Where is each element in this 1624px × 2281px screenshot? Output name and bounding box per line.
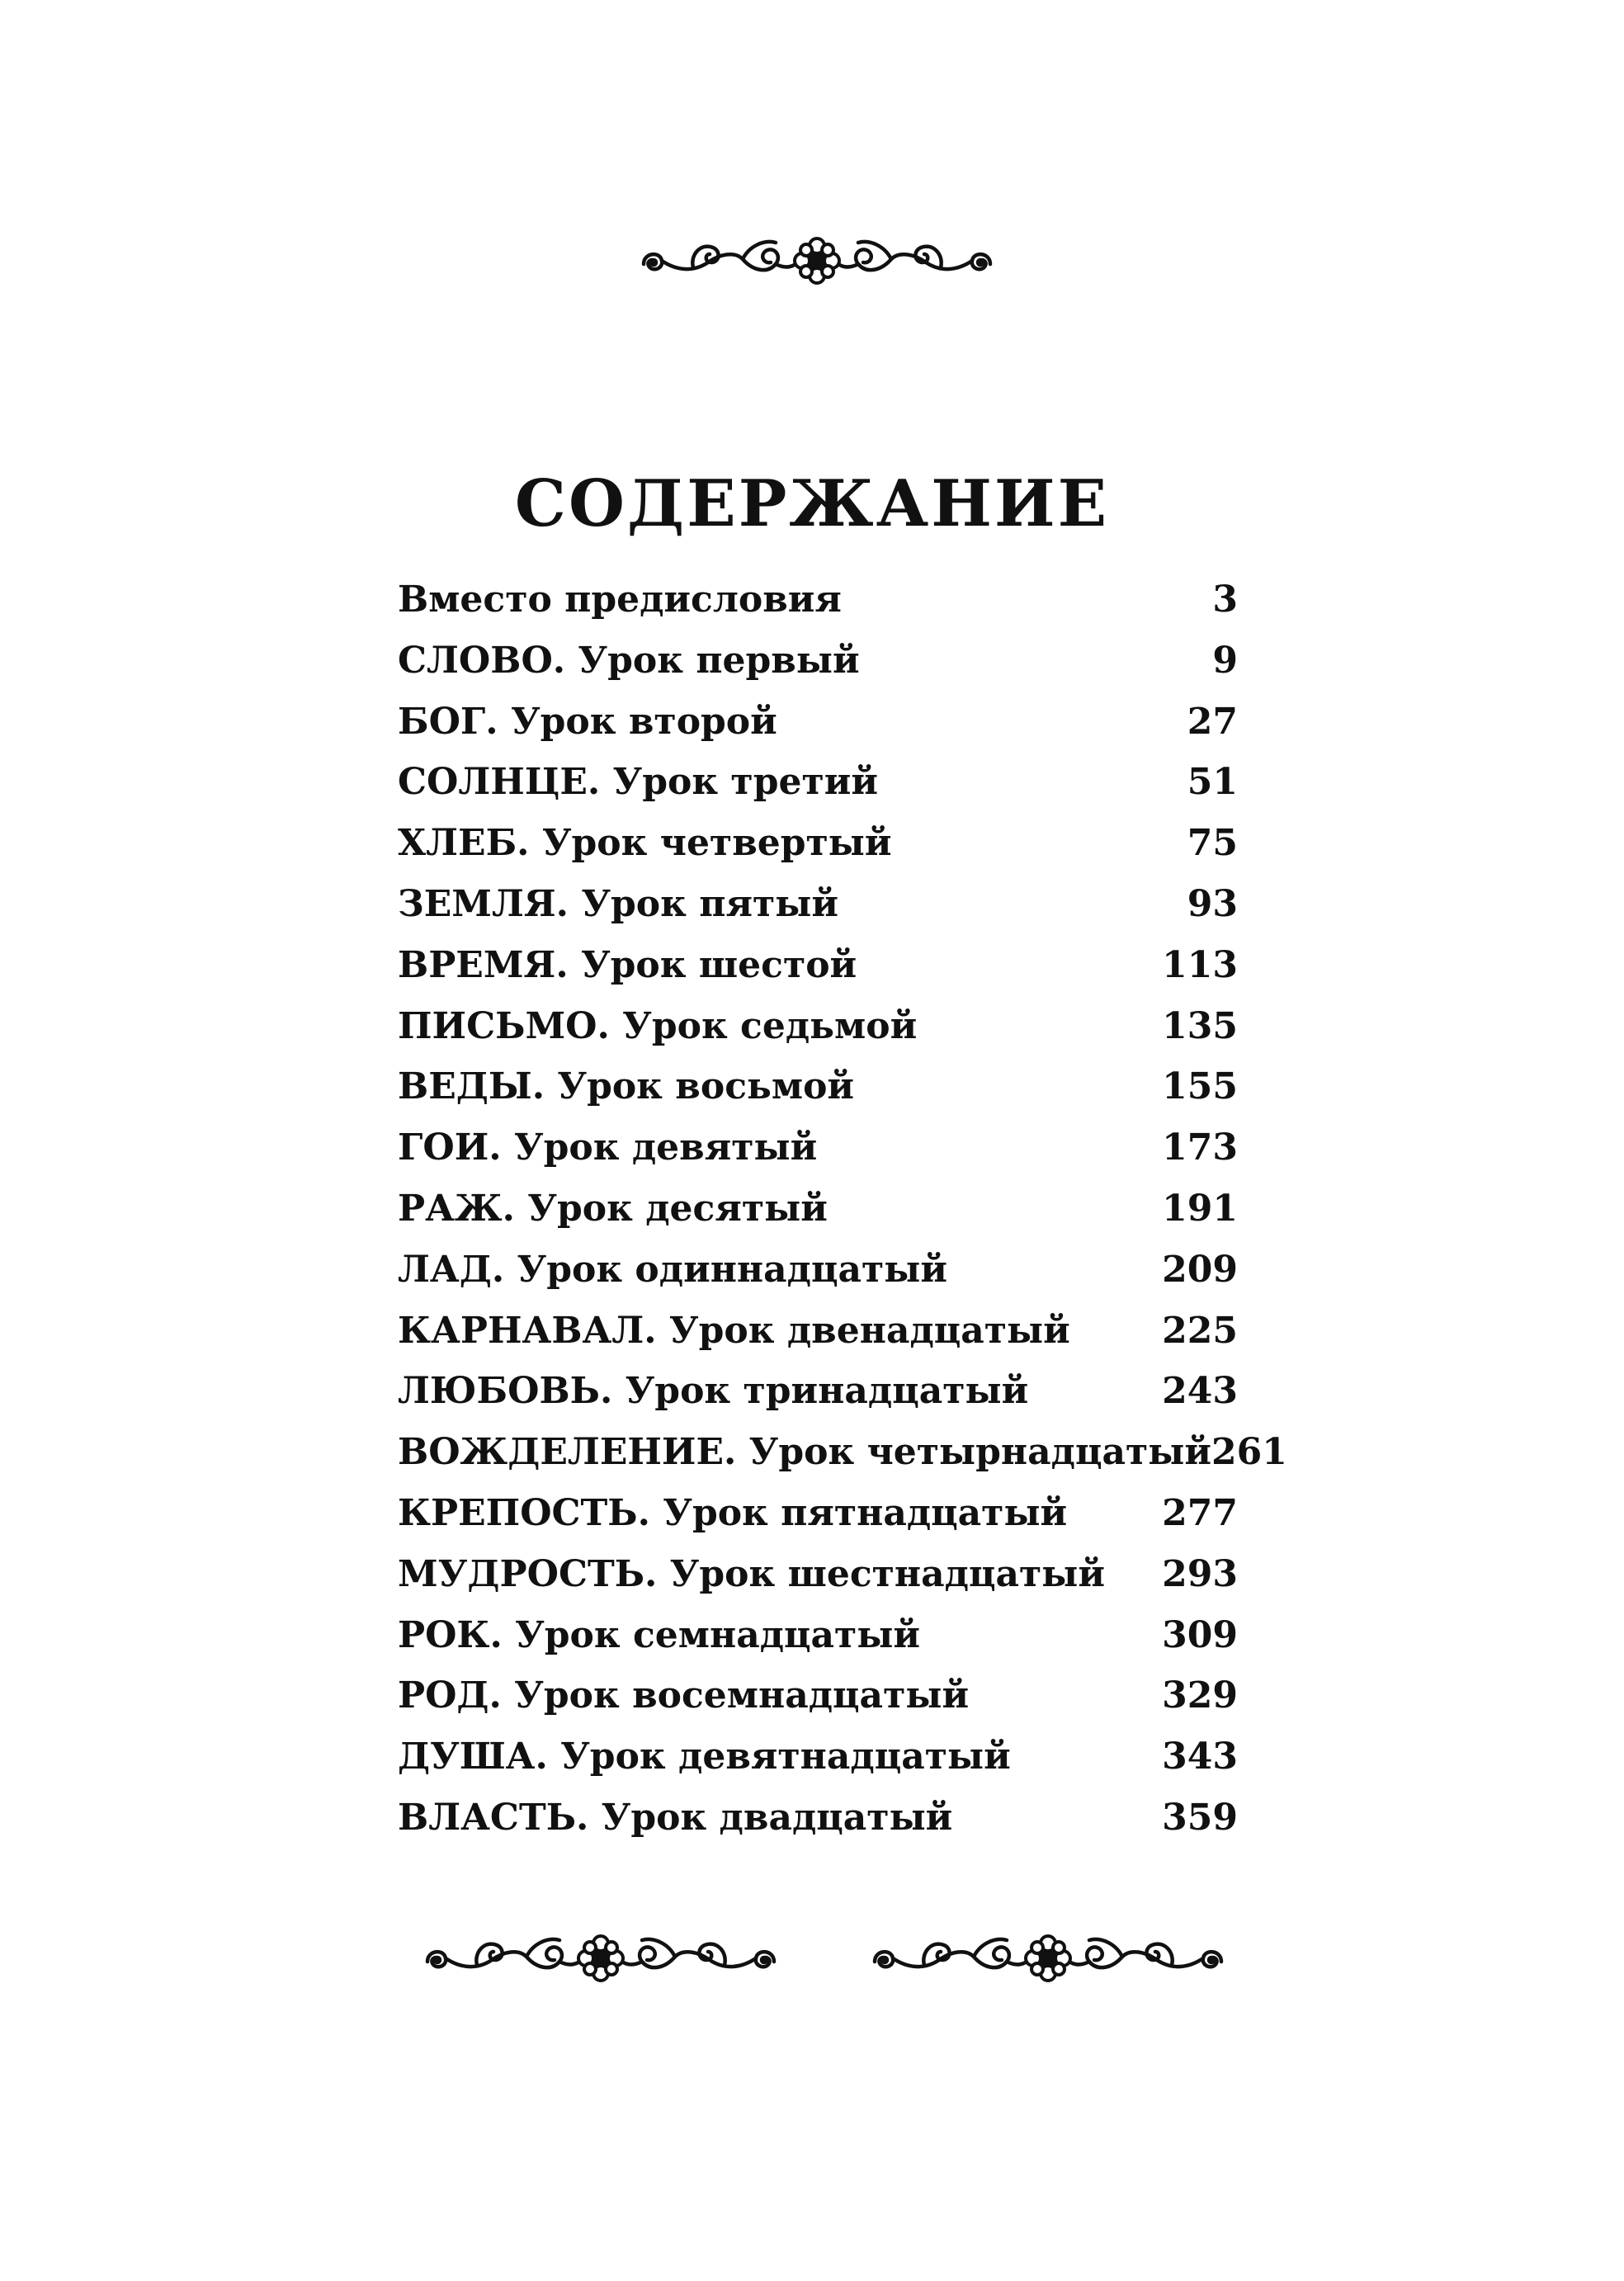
- toc-entry-page: 293: [1162, 1552, 1238, 1595]
- toc-entry-title: ДУША. Урок девятнадцатый: [398, 1736, 1011, 1778]
- toc-entry: [398, 996, 1238, 1057]
- toc-entry-page: 209: [1162, 1248, 1238, 1291]
- ornament-divider-bottom-right: [842, 1919, 1254, 1995]
- toc-entry: [398, 692, 1238, 753]
- toc-entry-title: РОК. Урок семнадцатый: [398, 1613, 921, 1656]
- toc-entry-page: 9: [1212, 639, 1238, 682]
- toc-entry: [398, 1361, 1238, 1422]
- toc-entry-page: 309: [1162, 1613, 1238, 1656]
- toc-entry: [398, 874, 1238, 935]
- toc-entry-page: 243: [1162, 1370, 1238, 1413]
- toc-entry: [398, 813, 1238, 874]
- toc-entry: [398, 1178, 1238, 1240]
- toc-entry-title: РОД. Урок восемнадцатый: [398, 1674, 970, 1717]
- toc-entry: [398, 1301, 1238, 1362]
- toc-entry-page: 359: [1162, 1796, 1238, 1839]
- toc-entry-page: 113: [1162, 943, 1238, 986]
- toc-entry-page: 51: [1187, 761, 1238, 804]
- toc-entry-title: ГОИ. Урок девятый: [398, 1126, 818, 1169]
- toc-entry-title: ВЕДЫ. Урок восьмой: [398, 1065, 855, 1108]
- toc-entry-page: 225: [1162, 1309, 1238, 1352]
- toc-entry-page: 277: [1162, 1491, 1238, 1534]
- toc-entry-title: ВЛАСТЬ. Урок двадцатый: [398, 1796, 953, 1839]
- toc-entry-title: КАРНАВАЛ. Урок двенадцатый: [398, 1309, 1070, 1352]
- toc-entry-title: СОЛНЦЕ. Урок третий: [398, 761, 878, 804]
- toc-entry-page: 27: [1187, 700, 1238, 743]
- toc-entry: [398, 630, 1238, 692]
- toc-entry-page: 173: [1162, 1126, 1238, 1169]
- toc-entry: [398, 752, 1238, 813]
- toc-entry-title: ЛАД. Урок одиннадцатый: [398, 1248, 947, 1291]
- table-of-contents: [398, 569, 1287, 1849]
- toc-entry-page: 343: [1162, 1736, 1238, 1778]
- toc-entry: [398, 1422, 1287, 1483]
- toc-entry-title: ХЛЕБ. Урок четвертый: [398, 822, 892, 865]
- toc-entry-page: 329: [1162, 1674, 1238, 1717]
- toc-entry: [398, 1665, 1238, 1726]
- toc-entry-title: ПИСЬМО. Урок седьмой: [398, 1004, 918, 1047]
- ornament-divider-top: [611, 221, 1023, 297]
- toc-entry: [398, 1483, 1238, 1544]
- toc-entry-title: РАЖ. Урок десятый: [398, 1187, 828, 1230]
- toc-entry: [398, 1544, 1238, 1605]
- toc-entry-title: КРЕПОСТЬ. Урок пятнадцатый: [398, 1491, 1068, 1534]
- ornament-divider-bottom-left: [394, 1919, 807, 1995]
- toc-entry: [398, 569, 1238, 630]
- toc-entry-page: 93: [1187, 882, 1238, 925]
- toc-entry-title: ВОЖДЕЛЕНИЕ. Урок четырнадцатый: [398, 1431, 1211, 1474]
- toc-entry-page: 3: [1212, 579, 1238, 621]
- toc-entry-page: 155: [1162, 1065, 1238, 1108]
- page-title: СОДЕРЖАНИЕ: [514, 466, 1110, 542]
- toc-entry-title: ВРЕМЯ. Урок шестой: [398, 943, 857, 986]
- toc-entry-page: 261: [1211, 1431, 1287, 1474]
- toc-entry: [398, 1726, 1238, 1787]
- toc-entry-title: Вместо предисловия: [398, 579, 842, 621]
- toc-entry: [398, 1117, 1238, 1178]
- toc-entry-title: ЗЕМЛЯ. Урок пятый: [398, 882, 838, 925]
- toc-entry-page: 75: [1187, 822, 1238, 865]
- toc-entry: [398, 1605, 1238, 1666]
- toc-entry: [398, 1240, 1238, 1301]
- toc-entry-title: ЛЮБОВЬ. Урок тринадцатый: [398, 1370, 1029, 1413]
- toc-entry: [398, 935, 1238, 996]
- toc-entry: [398, 1056, 1238, 1117]
- toc-entry-title: МУДРОСТЬ. Урок шестнадцатый: [398, 1552, 1105, 1595]
- toc-entry-page: 191: [1162, 1187, 1238, 1230]
- toc-entry-title: БОГ. Урок второй: [398, 700, 777, 743]
- toc-entry-page: 135: [1162, 1004, 1238, 1047]
- toc-entry: [398, 1787, 1238, 1849]
- toc-entry-title: СЛОВО. Урок первый: [398, 639, 860, 682]
